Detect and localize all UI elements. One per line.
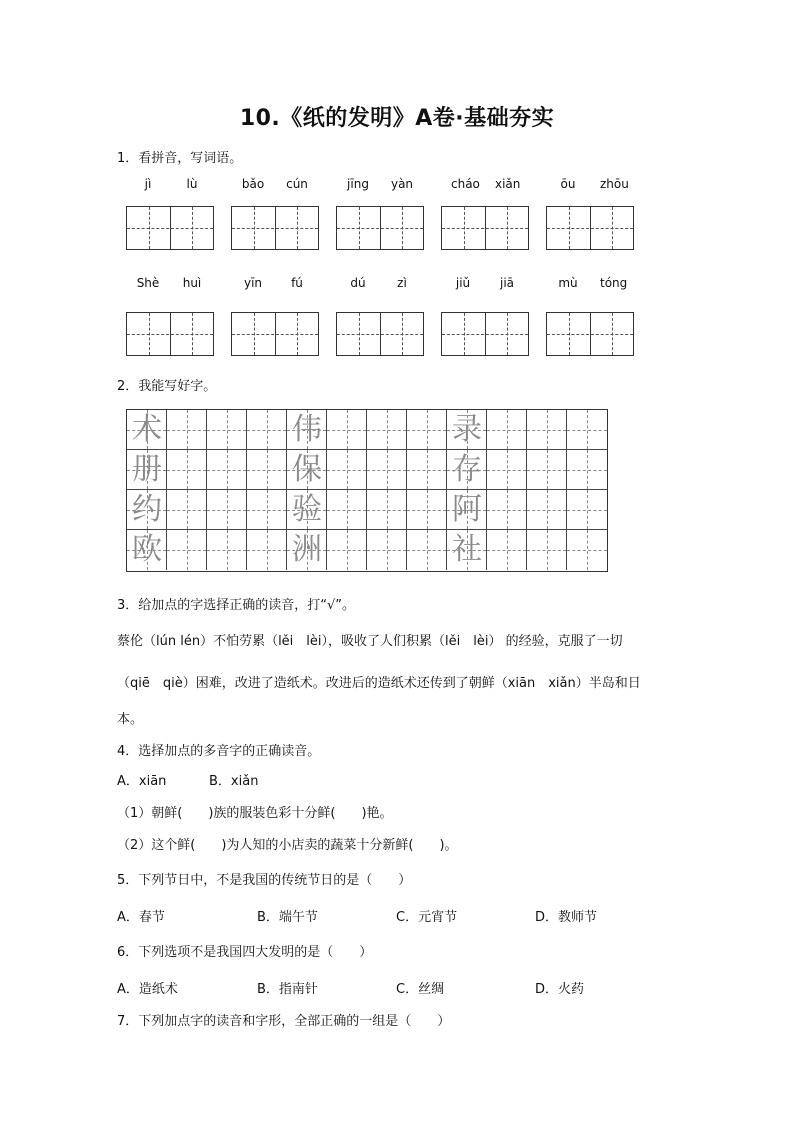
trace-character: 欧 [132,532,162,567]
trace-character: 保 [292,452,322,487]
pinyin-syllable: jiā [499,276,515,290]
pinyin-syllable: bǎo [241,177,265,191]
grid-cell[interactable] [367,490,407,530]
grid-cell[interactable] [247,490,287,530]
q1-prompt: 1．看拼音，写词语。 [117,151,243,166]
grid-cell[interactable] [367,410,407,450]
grid-cell[interactable] [407,530,447,570]
q5-option-a[interactable]: A．春节 [117,910,165,925]
grid-cell[interactable] [527,410,567,450]
trace-character: 存 [452,452,482,487]
answer-box[interactable] [231,206,319,250]
grid-cell[interactable] [527,490,567,530]
q4-option-a: A．xiān [117,774,167,789]
grid-cell[interactable] [567,410,607,450]
grid-cell[interactable] [407,410,447,450]
answer-box[interactable] [546,312,634,356]
q6-option-b[interactable]: B．指南针 [257,982,318,997]
grid-cell[interactable] [247,530,287,570]
pinyin-syllable: huì [182,276,202,290]
grid-cell[interactable] [207,410,247,450]
grid-cell[interactable] [407,490,447,530]
answer-box[interactable] [336,206,424,250]
pinyin-syllable: xiǎn [495,177,521,191]
grid-cell[interactable] [407,450,447,490]
pinyin-syllable: yīn [243,276,263,290]
answer-box[interactable] [126,312,214,356]
pinyin-syllable: cháo [451,177,480,191]
q7-prompt: 7．下列加点字的读音和字形，全部正确的一组是（ ） [117,1014,451,1029]
q3-prompt: 3．给加点的字选择正确的读音，打“√”。 [117,598,356,613]
q4-prompt: 4．选择加点的多音字的正确读音。 [117,744,321,759]
grid-cell[interactable] [327,490,367,530]
q6-prompt: 6．下列选项不是我国四大发明的是（ ） [117,945,373,960]
pinyin-syllable: jiǔ [455,276,471,290]
trace-character: 阿 [452,492,482,527]
grid-cell[interactable] [207,450,247,490]
pinyin-syllable: cún [286,177,308,191]
answer-box[interactable] [546,206,634,250]
grid-cell[interactable] [567,450,607,490]
q4-item-2: （2）这个鲜( )为人知的小店卖的蔬菜十分新鲜( )。 [117,838,458,853]
grid-cell[interactable] [167,410,207,450]
grid-cell[interactable] [207,490,247,530]
pinyin-syllable: tóng [600,276,628,290]
answer-box[interactable] [441,206,529,250]
grid-cell[interactable] [367,530,407,570]
trace-character: 验 [292,492,322,527]
pinyin-syllable: ōu [560,177,576,191]
trace-character: 册 [132,452,162,487]
grid-cell[interactable] [487,530,527,570]
grid-cell[interactable] [487,450,527,490]
grid-cell[interactable] [327,530,367,570]
grid-cell[interactable] [527,530,567,570]
q2-prompt: 2．我能写好字。 [117,379,217,394]
grid-cell[interactable] [207,530,247,570]
q5-prompt: 5．下列节日中，不是我国的传统节日的是（ ） [117,873,412,888]
trace-character: 社 [452,532,482,567]
pinyin-syllable: zì [397,276,407,290]
grid-cell[interactable] [567,530,607,570]
q5-option-c[interactable]: C．元宵节 [396,910,458,925]
writing-grid[interactable] [126,409,608,572]
grid-cell[interactable] [167,450,207,490]
q5-option-b[interactable]: B．端午节 [257,910,318,925]
trace-character: 约 [132,492,162,527]
grid-cell[interactable] [527,450,567,490]
grid-cell[interactable] [367,450,407,490]
answer-box[interactable] [441,312,529,356]
q3-line-3: 本。 [117,712,144,727]
q4-item-1: （1）朝鲜( )族的服装色彩十分鲜( )艳。 [117,806,393,821]
grid-cell[interactable] [167,530,207,570]
pinyin-syllable: dú [350,276,366,290]
pinyin-syllable: lù [186,177,198,191]
q5-option-d[interactable]: D．教师节 [535,910,598,925]
grid-cell[interactable] [167,490,207,530]
grid-cell[interactable] [567,490,607,530]
answer-box[interactable] [336,312,424,356]
trace-character: 伟 [292,412,322,447]
q6-option-d[interactable]: D．火药 [535,982,585,997]
grid-cell[interactable] [247,450,287,490]
page-title: 10.《纸的发明》A卷·基础夯实 [239,106,555,131]
pinyin-syllable: jīng [347,177,369,191]
trace-character: 术 [132,412,162,447]
trace-character: 洲 [292,532,322,567]
q4-option-b: B．xiǎn [209,774,259,789]
pinyin-syllable: fú [291,276,303,290]
pinyin-syllable: zhōu [600,177,629,191]
answer-box[interactable] [126,206,214,250]
grid-cell[interactable] [327,410,367,450]
grid-cell[interactable] [247,410,287,450]
grid-cell[interactable] [487,410,527,450]
q6-option-a[interactable]: A．造纸术 [117,982,178,997]
q6-option-c[interactable]: C．丝绸 [396,982,445,997]
pinyin-syllable: jì [144,177,152,191]
answer-box[interactable] [231,312,319,356]
grid-cell[interactable] [327,450,367,490]
pinyin-syllable: Shè [136,276,160,290]
q3-line-2: （qiē qiè）困难，改进了造纸术。改进后的造纸术还传到了朝鲜（xiān xiǎn）半岛和日 [117,676,641,691]
grid-cell[interactable] [487,490,527,530]
trace-character: 录 [452,412,482,447]
q3-line-1: 蔡伦（lún lén）不怕劳累（lěi lèi），吸收了人们积累（lěi lèi） 的经验，克服了一切 [117,634,623,649]
pinyin-syllable: yàn [390,177,414,191]
pinyin-syllable: mù [558,276,578,290]
